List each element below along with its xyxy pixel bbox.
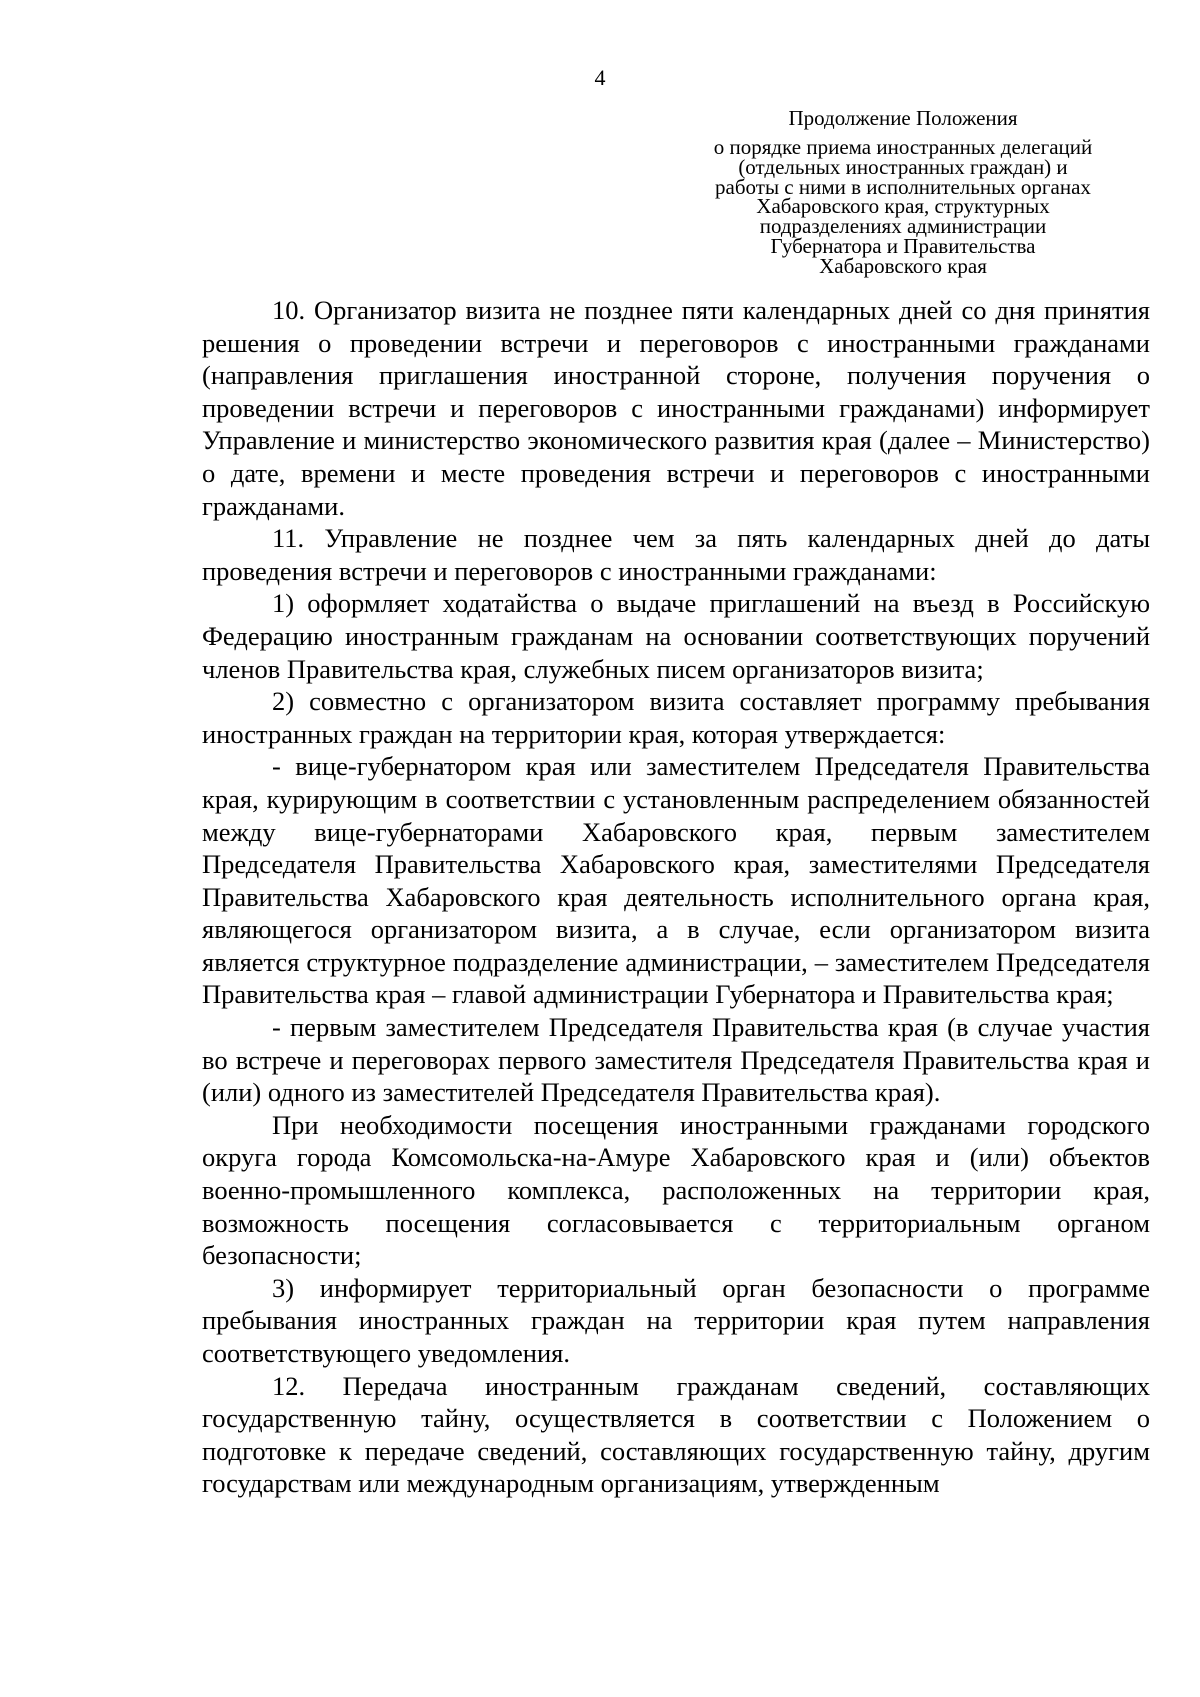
approver-vice-governor: - вице-губернатором края или заместителем Председателя Правительства края, курирующим в соответствии с установленным распределением обязанностей между вице-губернаторами Хабаровского края, первым заместителем Председателя Правительства Хабаровского края, заместителями Председателя Правительства Хабаровского края деятельность исполнительного органа края, являющегося организатором визита, а в случае, если организатором визита является структурное подразделение администрации, – заместителем Председателя Правительства края – главой администрации Губернатора и Правительства края; bbox=[202, 751, 1150, 1010]
paragraph-11: 11. Управление не позднее чем за пять календарных дней до даты проведения встречи и переговоров с иностранными гражданами: bbox=[202, 523, 1150, 586]
subparagraph-2: 2) совместно с организатором визита составляет программу пребывания иностранных граждан на территории края, которая утверждается: bbox=[202, 686, 1150, 749]
header-line: (отдельных иностранных граждан) и bbox=[738, 154, 1068, 179]
subparagraph-3: 3) информирует территориальный орган безопасности о программе пребывания иностранных граждан на территории края путем направления соответствующего уведомления. bbox=[202, 1272, 1150, 1368]
document-body bbox=[202, 294, 1150, 1500]
header-line: подразделениях администрации bbox=[759, 214, 1047, 239]
paragraph-visit-approval: При необходимости посещения иностранными гражданами городского округа города Комсомольска-на-Амуре Хабаровского края и (или) объектов военно-промышленного комплекса, расположенных на территории края, возможность посещения согласовывается с территориальным органом безопасности; bbox=[202, 1109, 1150, 1271]
approver-first-deputy: - первым заместителем Председателя Правительства края (в случае участия во встрече и переговорах первого заместителя Председателя Правительства края и (или) одного из заместителей Председателя Правительства края). bbox=[202, 1012, 1150, 1108]
header-line: Хабаровского края, структурных bbox=[756, 194, 1050, 219]
paragraph-10: 10. Организатор визита не позднее пяти календарных дней со дня принятия решения о проведении встречи и переговоров с иностранными гражданами (направления приглашения иностранной стороне, получения поручения о проведении встречи и переговоров с иностранными гражданами) информирует Управление и министерство экономического развития края (далее – Министерство) о дате, времени и месте проведения встречи и переговоров с иностранными гражданами. bbox=[202, 295, 1150, 521]
header-line: Хабаровского края bbox=[819, 253, 987, 278]
paragraph-12: 12. Передача иностранным гражданам сведений, составляющих государственную тайну, осуществляется в соответствии с Положением о подготовке к передаче сведений, составляющих государственную тайну, другим государствам или международным организациям, утвержденным bbox=[202, 1370, 1150, 1499]
page-number: 4 bbox=[594, 65, 606, 90]
header-line: работы с ними в исполнительных органах bbox=[715, 174, 1091, 199]
header-line: о порядке приема иностранных делегаций bbox=[713, 135, 1093, 159]
subparagraph-1: 1) оформляет ходатайства о выдаче приглашений на въезд в Российскую Федерацию иностранным гражданам на основании соответствующих поручений членов Правительства края, служебных писем организаторов визита; bbox=[202, 588, 1150, 684]
document-header bbox=[690, 104, 1116, 277]
header-title: Продолжение Положения bbox=[788, 106, 1018, 130]
header-line: Губернатора и Правительства bbox=[770, 233, 1036, 258]
